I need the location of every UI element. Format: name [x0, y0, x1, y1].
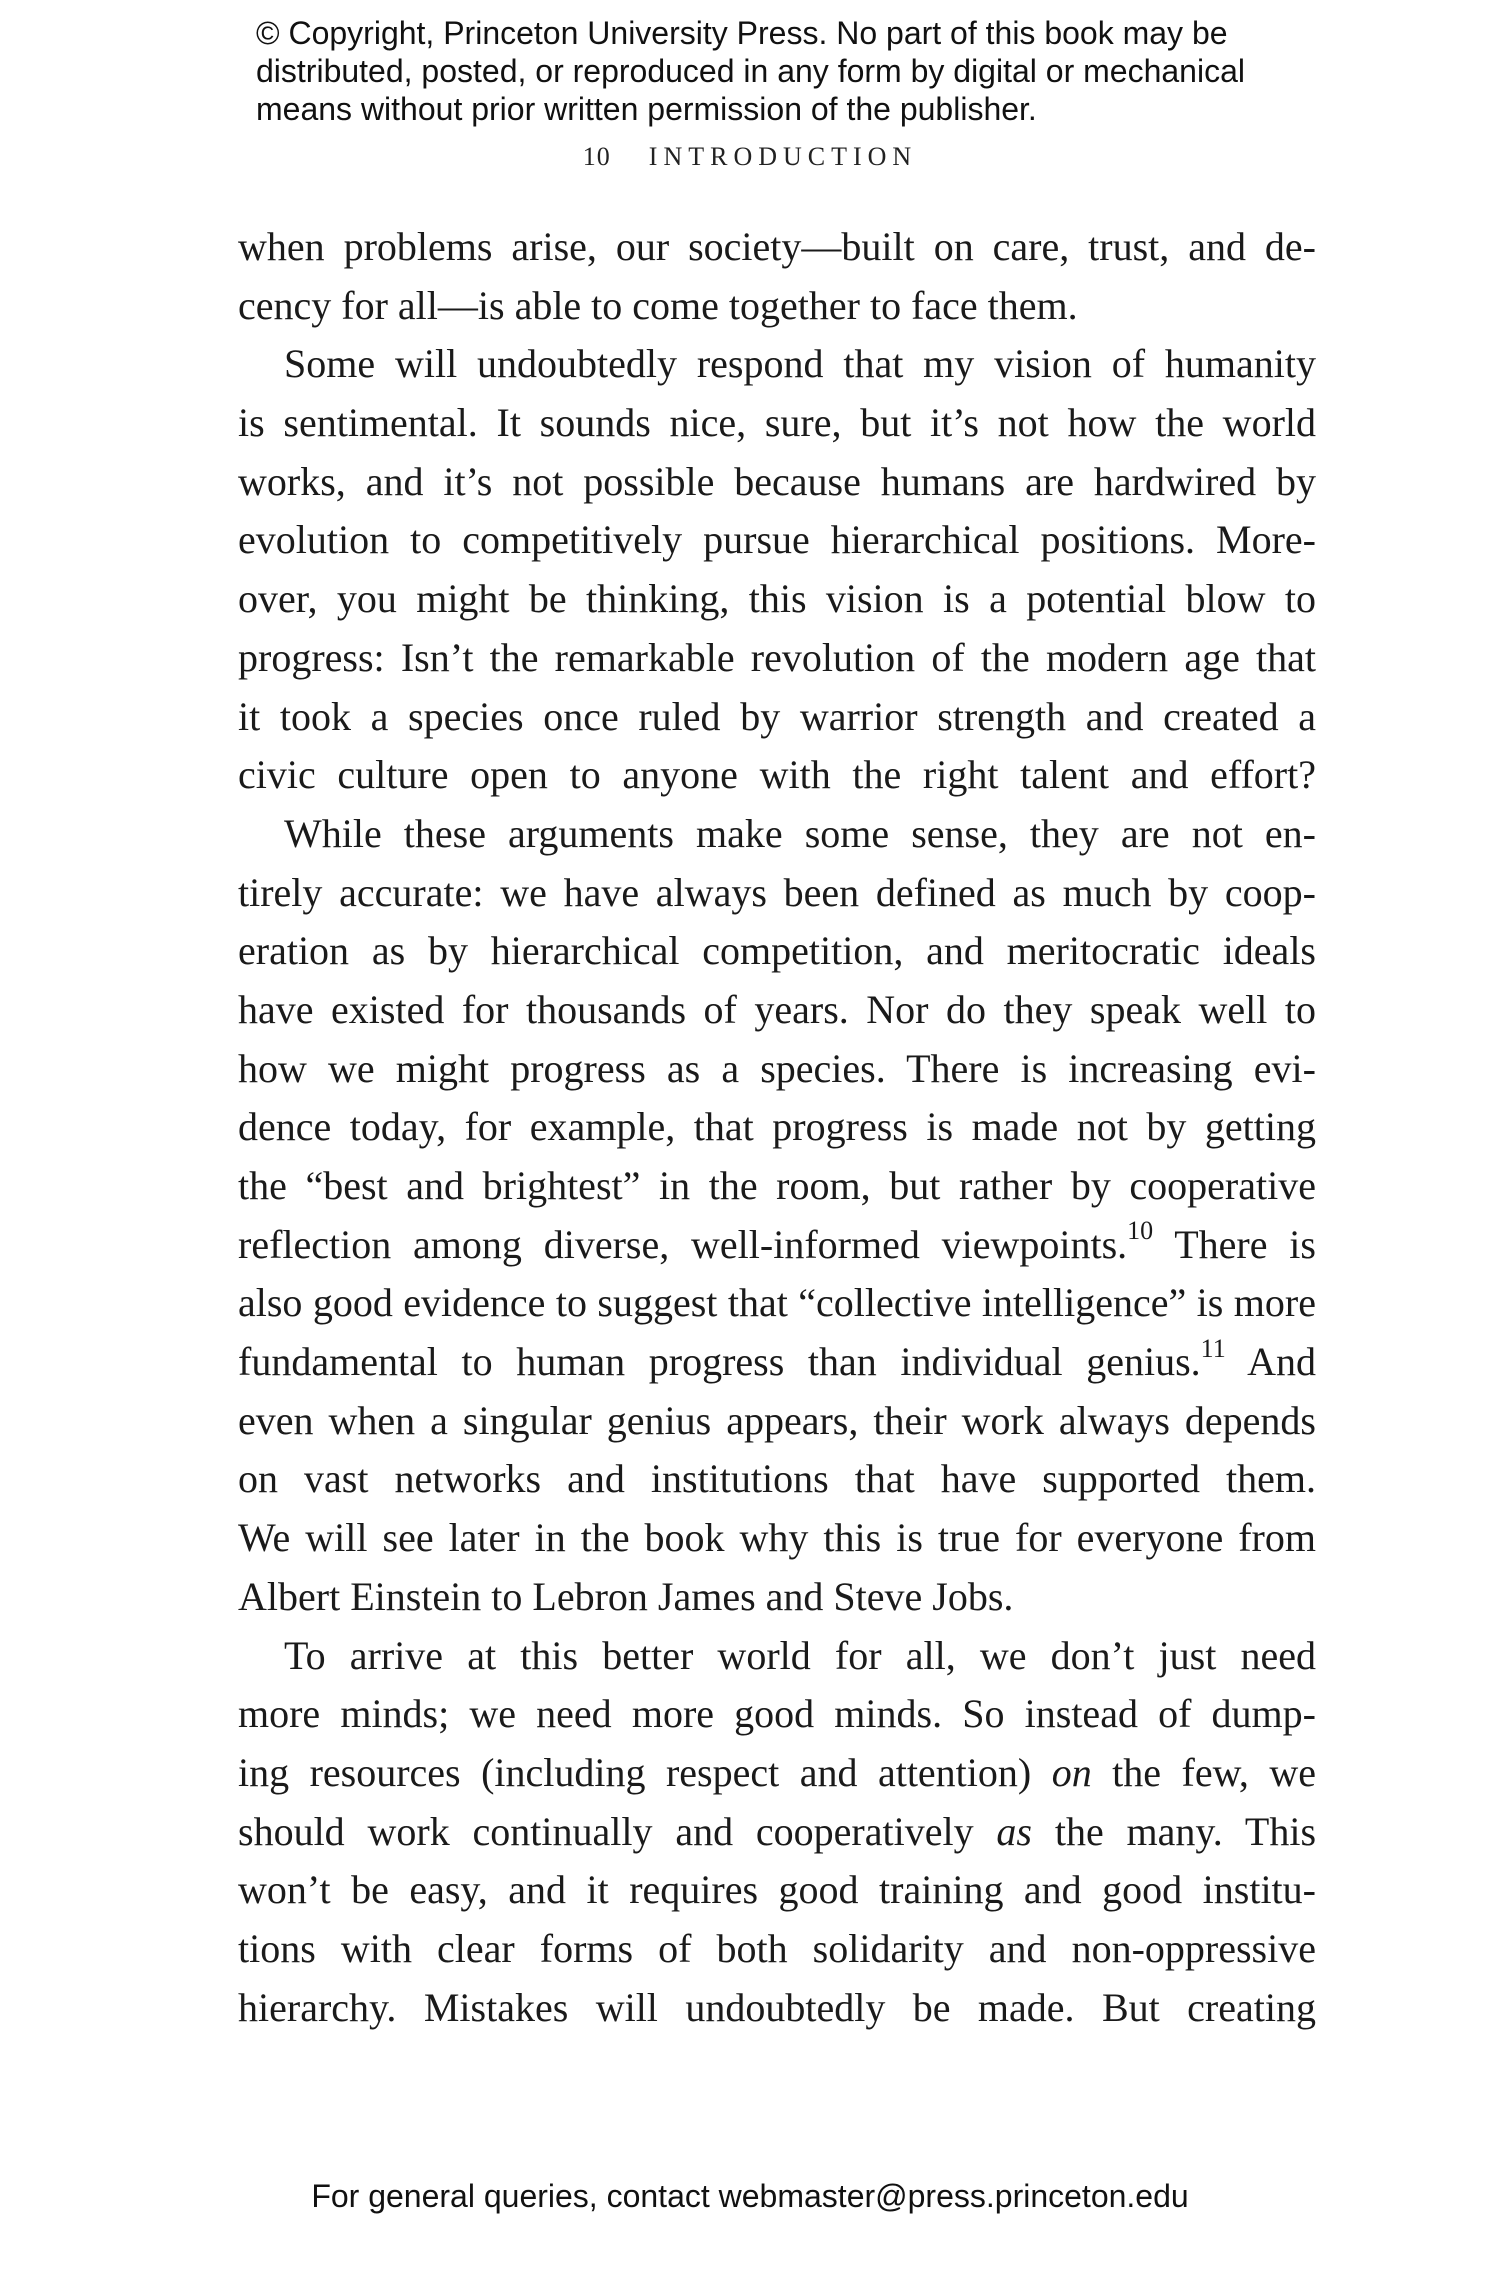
- text-line: tions with clear forms of both solidarity and non-oppressive: [238, 1925, 1316, 1971]
- text-line: progress: Isn’t the remarkable revolution of the modern age that: [238, 634, 1316, 680]
- text-line: when problems arise, our society—built on care, trust, and de-: [238, 224, 1316, 269]
- paragraph: [238, 805, 1316, 1627]
- text-line: tirely accurate: we have always been defined as much by coop-: [238, 869, 1316, 915]
- text-line: it took a species once ruled by warrior strength and created a: [238, 693, 1316, 739]
- text-line: civic culture open to anyone with the right talent and effort?: [238, 752, 1316, 798]
- text-segment: And: [1225, 1339, 1317, 1385]
- text-line: [238, 1333, 1316, 1392]
- text-line: [238, 1744, 1316, 1803]
- paragraph: [238, 218, 1316, 335]
- paragraph: [238, 1627, 1316, 2038]
- paragraph: [238, 335, 1316, 805]
- text-line: dence today, for example, that progress is made not by getting: [238, 1104, 1316, 1150]
- copyright-line: © Copyright, Princeton University Press. No part of this book may be: [256, 15, 1228, 51]
- text-segment: reflection among diverse, well-informed viewpoints.: [238, 1221, 1128, 1267]
- copyright-notice: [256, 14, 1366, 128]
- text-line: Some will undoubtedly respond that my vision of humanity: [284, 341, 1316, 387]
- footnote-marker: 10: [1127, 1216, 1154, 1246]
- emphasis: as: [996, 1808, 1032, 1854]
- text-segment: ing resources (including respect and attention): [238, 1749, 1052, 1795]
- copyright-line: distributed, posted, or reproduced in any form by digital or mechanical: [256, 53, 1245, 89]
- section-title: INTRODUCTION: [648, 142, 918, 171]
- text-line: more minds; we need more good minds. So instead of dump-: [238, 1691, 1316, 1737]
- text-segment: should work continually and cooperatively: [238, 1808, 997, 1854]
- text-line: eration as by hierarchical competition, and meritocratic ideals: [238, 928, 1316, 974]
- text-line: evolution to competitively pursue hierarchical positions. More-: [238, 517, 1316, 563]
- text-segment: the many. This: [1032, 1808, 1317, 1854]
- text-segment: fundamental to human progress than individual genius.: [238, 1339, 1201, 1385]
- text-line: works, and it’s not possible because humans are hardwired by: [238, 458, 1316, 504]
- text-line: won’t be easy, and it requires good training and good institu-: [238, 1867, 1316, 1913]
- body-text: [238, 218, 1316, 2037]
- text-line: We will see later in the book why this is true for everyone from: [238, 1515, 1316, 1561]
- text-line: is sentimental. It sounds nice, sure, but it’s not how the world: [238, 400, 1316, 446]
- page-number: 10: [582, 142, 611, 171]
- text-segment: the few, we: [1091, 1749, 1316, 1795]
- text-line: [238, 1216, 1316, 1275]
- copyright-line: means without prior written permission of the publisher.: [256, 91, 1037, 127]
- text-line: also good evidence to suggest that “collective intelligence” is more: [238, 1280, 1316, 1326]
- text-line: have existed for thousands of years. Nor do they speak well to: [238, 986, 1316, 1032]
- text-line: on vast networks and institutions that have supported them.: [238, 1456, 1316, 1502]
- text-line: To arrive at this better world for all, we don’t just need: [284, 1632, 1316, 1678]
- text-line: [238, 1803, 1316, 1862]
- text-line: the “best and brightest” in the room, but rather by cooperative: [238, 1163, 1316, 1208]
- text-line: Albert Einstein to Lebron James and Steve Jobs.: [238, 1573, 1014, 1619]
- footer-contact: For general queries, contact webmaster@press.princeton.edu: [311, 2178, 1189, 2214]
- text-line: hierarchy. Mistakes will undoubtedly be made. But creating: [238, 1984, 1316, 2030]
- running-head: [0, 140, 1500, 174]
- text-line: over, you might be thinking, this vision is a potential blow to: [238, 576, 1316, 622]
- text-line: While these arguments make some sense, they are not en-: [284, 810, 1316, 856]
- text-line: how we might progress as a species. There is increasing evi-: [238, 1045, 1316, 1091]
- text-line: even when a singular genius appears, their work always depends: [238, 1397, 1316, 1443]
- text-line: cency for all—is able to come together to face them.: [238, 282, 1078, 328]
- text-segment: There is: [1153, 1221, 1316, 1267]
- emphasis: on: [1051, 1749, 1092, 1795]
- footnote-marker: 11: [1200, 1333, 1226, 1363]
